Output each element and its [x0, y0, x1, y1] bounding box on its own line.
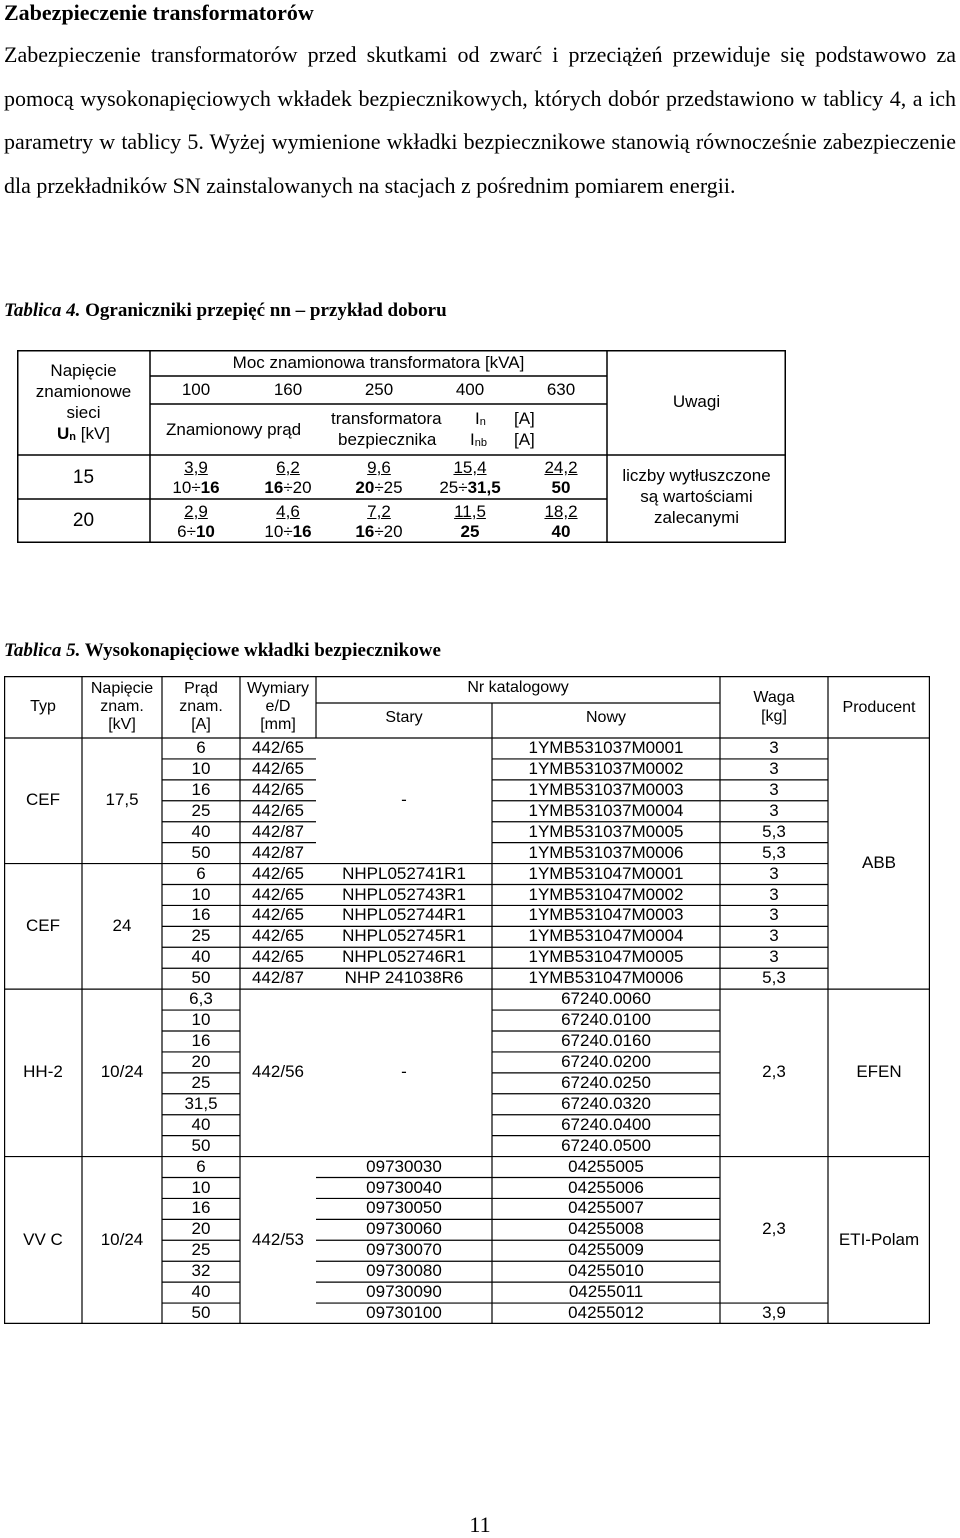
- t4-voltage-header-l4: [17, 424, 150, 447]
- t4-inb-symbol: [470, 430, 487, 453]
- t5-voltage-cell: 24: [112, 915, 132, 935]
- t5-old-catalog-cell: NHPL052745R1: [342, 926, 466, 946]
- t5-dim-cell: 442/87: [252, 821, 304, 841]
- t5-current-cell: 40: [191, 947, 211, 967]
- t5-current-cell: 20: [191, 1051, 211, 1071]
- t5-current-header-l3: [A]: [191, 716, 211, 733]
- t5-dim-merged: 442/56: [252, 1062, 304, 1082]
- t4-fuse-range-part-b: 10: [195, 522, 215, 541]
- t5-new-catalog-cell: 04255012: [568, 1303, 644, 1323]
- t4-in-value: 4,6: [276, 502, 300, 521]
- t5-current-cell: 10: [191, 1177, 211, 1197]
- t4-in-value: 3,9: [184, 458, 208, 477]
- t5-old-catalog-cell: 09730070: [366, 1240, 442, 1260]
- t4-fuse-range-part-a: 10÷: [264, 522, 293, 541]
- t5-producer-header: Producent: [842, 699, 916, 716]
- t5-new-catalog-cell: 04255008: [568, 1219, 644, 1239]
- t4-fuse-range: [433, 478, 507, 498]
- t5-typ-header: Typ: [30, 698, 56, 715]
- t4-unit-a2: [A]: [514, 430, 535, 449]
- t5-dim-cell: 442/87: [252, 968, 304, 988]
- t5-current-cell: 10: [191, 884, 211, 904]
- t5-current-cell: 25: [191, 926, 211, 946]
- t4-fuse-range: [342, 478, 416, 498]
- t5-weight-header-l2: [kg]: [761, 708, 787, 725]
- t5-new-catalog-cell: 1YMB531037M0001: [528, 738, 684, 758]
- t4-power-250: 250: [364, 380, 394, 399]
- t5-producer-cell: EFEN: [856, 1062, 902, 1082]
- t4-in-value: 7,2: [367, 502, 391, 521]
- t4-fuse-range-part-a: 6÷: [177, 522, 196, 541]
- t5-weight-merged: 2,3: [762, 1219, 786, 1239]
- t4-fuse-range-part-b: 16: [200, 478, 220, 497]
- t4-transformer-label: transformatora: [331, 409, 442, 428]
- t5-dim-header-l3: [mm]: [260, 716, 296, 733]
- t5-new-catalog-cell: 1YMB531037M0004: [528, 800, 684, 820]
- t5-current-cell: 50: [191, 842, 211, 862]
- t4-fuse-range-part-a: 20: [355, 478, 375, 497]
- t4-in-value: 6,2: [276, 458, 300, 477]
- t5-type-cell: HH-2: [23, 1062, 63, 1082]
- t4-in-value: 11,5: [454, 502, 486, 521]
- table5-caption-text: Wysokonapięciowe wkładki bezpiecznikowe: [84, 640, 441, 661]
- t5-dim-header-l1: Wymiary: [246, 680, 310, 697]
- t5-current-cell: 32: [191, 1261, 211, 1281]
- t5-dim-cell: 442/65: [252, 926, 304, 946]
- t4-fuse-range-part-a: 16: [264, 478, 284, 497]
- t5-current-cell: 40: [191, 1114, 211, 1134]
- t5-old-catalog-cell: 09730090: [366, 1282, 442, 1302]
- t5-new-catalog-cell: 1YMB531047M0006: [528, 968, 684, 988]
- t4-note-l2: są wartościami: [640, 487, 753, 506]
- t5-weight-cell: 5,3: [762, 968, 786, 988]
- t5-weight-cell: 3: [769, 758, 779, 778]
- t5-new-catalog-cell: 1YMB531037M0005: [528, 821, 684, 841]
- t5-producer-cell: ETI-Polam: [838, 1229, 920, 1249]
- t5-current-cell: 31,5: [184, 1093, 218, 1113]
- t4-fuse-label: bezpiecznika: [338, 430, 437, 449]
- t5-current-cell: 50: [191, 1303, 211, 1323]
- t5-current-cell: 25: [191, 1240, 211, 1260]
- t4-in-subscript: n: [479, 416, 486, 428]
- table4-caption-label: Tablica 4.: [4, 300, 81, 321]
- t5-weight-merged: 2,3: [762, 1062, 786, 1082]
- t4-fuse-range: [342, 522, 416, 542]
- t5-current-cell: 6: [196, 1156, 206, 1176]
- t5-dim-cell: 442/65: [252, 947, 304, 967]
- t5-current-cell: 25: [191, 800, 211, 820]
- t4-row1-voltage: 15: [72, 467, 95, 488]
- t4-fuse-range-part-b: ÷20: [283, 478, 312, 497]
- t4-unit-a1: [A]: [514, 409, 535, 428]
- t5-new-catalog-cell: 67240.0500: [561, 1135, 651, 1155]
- t5-new-catalog-cell: 04255010: [568, 1261, 644, 1281]
- t4-in-value: 15,4: [453, 458, 487, 477]
- t5-current-header-l1: Prąd: [184, 680, 218, 697]
- t5-current-cell: 10: [191, 1010, 211, 1030]
- t5-dim-cell: 442/65: [252, 884, 304, 904]
- t5-new-catalog-cell: 1YMB531037M0002: [528, 758, 684, 778]
- t4-note-l3: zalecanymi: [653, 508, 740, 527]
- t5-weight-header-l1: Waga: [753, 689, 795, 706]
- t4-fuse-range-part-b: ÷20: [374, 522, 403, 541]
- t4-voltage-header-l2: znamionowe: [35, 382, 132, 401]
- t4-inb-letter: I: [470, 430, 475, 449]
- t4-in-letter: I: [475, 409, 480, 428]
- t5-current-cell: 50: [191, 968, 211, 988]
- t4-fuse-range-part-a: 10÷: [172, 478, 201, 497]
- table4-caption-text: Ograniczniki przepięć nn – przykład doboru: [85, 300, 447, 321]
- t4-in-value: 18,2: [544, 502, 578, 521]
- t5-weight-cell: 3: [769, 779, 779, 799]
- t4-fuse-range-part-b: 25: [460, 522, 480, 541]
- t5-current-cell: 40: [191, 821, 211, 841]
- t4-inb-subscript: nb: [474, 437, 487, 449]
- t5-old-catalog-cell: 09730030: [366, 1156, 442, 1176]
- t5-current-cell: 6: [196, 863, 206, 883]
- t5-catalog-header: Nr katalogowy: [467, 679, 569, 696]
- t5-new-catalog-cell: 1YMB531047M0005: [528, 947, 684, 967]
- table4-caption: [4, 300, 447, 322]
- t5-new-catalog-cell: 67240.0250: [561, 1072, 651, 1092]
- body-paragraph: Zabezpieczenie transformatorów przed skutkami od zwarć i przeciążeń przewiduje się podstawowo za pomocą wysokonapięciowych wkładek bezpiecznikowych, których dobór przedstawiono w tablicy 4, a ich parametry w tablicy 5. Wyżej wymienione wkładki bezpiecznikowe stanowią równocześnie zabezpieczenie dla przekładników SN zainstalowanych na stacjach z pośrednim pomiarem energii.: [4, 42, 956, 198]
- t5-dim-cell: 442/65: [252, 758, 304, 778]
- t5-old-catalog-cell: NHPL052741R1: [342, 863, 466, 883]
- t5-voltage-cell: 10/24: [100, 1229, 144, 1249]
- t4-in-value: 24,2: [544, 458, 578, 477]
- t4-fuse-range: [159, 478, 233, 498]
- t5-type-cell: CEF: [26, 915, 60, 935]
- t5-weight-cell: 3: [769, 863, 779, 883]
- t5-new-catalog-cell: 04255005: [568, 1156, 644, 1176]
- t5-voltage-header-l3: [kV]: [108, 716, 136, 733]
- t5-weight-cell: 3: [769, 905, 779, 925]
- t5-current-cell: 40: [191, 1282, 211, 1302]
- t5-weight-cell: 3: [769, 884, 779, 904]
- t5-current-cell: 20: [191, 1219, 211, 1239]
- t4-power-630: 630: [546, 380, 576, 399]
- t5-dim-cell: 442/87: [252, 842, 304, 862]
- t5-dim-cell: 442/65: [252, 779, 304, 799]
- t5-current-cell: 16: [191, 905, 211, 925]
- table4: [17, 350, 786, 543]
- t4-power-400: 400: [455, 380, 485, 399]
- t5-new-header: Nowy: [585, 709, 626, 726]
- t5-current-cell: 16: [191, 779, 211, 799]
- t5-new-catalog-cell: 67240.0200: [561, 1051, 651, 1071]
- t5-old-catalog-dash: -: [401, 1062, 407, 1082]
- t4-fuse-range-part-a: 16: [355, 522, 375, 541]
- t5-new-catalog-cell: 67240.0160: [561, 1031, 651, 1051]
- t5-old-catalog-dash: -: [401, 790, 407, 810]
- t5-old-catalog-cell: 09730050: [366, 1198, 442, 1218]
- t4-power-160: 160: [273, 380, 303, 399]
- t4-fuse-range-part-b: ÷25: [374, 478, 403, 497]
- t5-type-cell: VV C: [23, 1229, 63, 1249]
- t4-in-symbol: [475, 409, 486, 432]
- t5-dim-cell: 442/65: [252, 863, 304, 883]
- t5-dim-cell: 442/65: [252, 800, 304, 820]
- t4-fuse-range-part-b: 16: [292, 522, 312, 541]
- t5-new-catalog-cell: 1YMB531047M0004: [528, 926, 684, 946]
- t5-current-cell: 25: [191, 1072, 211, 1092]
- t5-old-catalog-cell: NHPL052744R1: [342, 905, 466, 925]
- t4-fuse-range: [433, 522, 507, 542]
- t5-new-catalog-cell: 04255011: [568, 1282, 644, 1302]
- t4-note-l1: liczby wytłuszczone: [622, 466, 771, 485]
- table5-caption-label: Tablica 5.: [4, 640, 81, 661]
- t5-weight-cell: 3: [769, 738, 779, 758]
- t5-new-catalog-cell: 1YMB531047M0002: [528, 884, 684, 904]
- t5-old-header: Stary: [385, 709, 423, 726]
- t5-current-cell: 16: [191, 1031, 211, 1051]
- page-number: 11: [469, 1512, 491, 1537]
- section-heading: Zabezpieczenie transformatorów: [4, 0, 314, 25]
- t5-new-catalog-cell: 1YMB531037M0003: [528, 779, 684, 799]
- t5-dim-cell: 442/65: [252, 905, 304, 925]
- t5-old-catalog-cell: 09730100: [366, 1303, 442, 1323]
- t5-weight-cell: 3: [769, 947, 779, 967]
- t5-weight-cell: 3,9: [762, 1303, 786, 1323]
- t5-old-catalog-cell: NHP 241038R6: [344, 968, 464, 988]
- t5-current-cell: 10: [191, 758, 211, 778]
- t4-fuse-range-part-b: 50: [551, 478, 571, 497]
- t5-voltage-cell: 17,5: [105, 790, 139, 810]
- t4-fuse-range: [524, 522, 598, 542]
- t5-weight-cell: 3: [769, 800, 779, 820]
- t4-fuse-range: [251, 478, 325, 498]
- t5-old-catalog-cell: 09730060: [366, 1219, 442, 1239]
- t5-new-catalog-cell: 67240.0100: [561, 1010, 651, 1030]
- t5-producer-cell: ABB: [861, 853, 897, 873]
- t5-current-cell: 6,3: [189, 989, 213, 1009]
- t5-voltage-cell: 10/24: [100, 1062, 144, 1082]
- t4-fuse-range-part-a: 25÷: [439, 478, 468, 497]
- t5-voltage-header-l1: Napięcie: [90, 680, 154, 697]
- t5-weight-cell: 5,3: [762, 842, 786, 862]
- t5-weight-cell: 5,3: [762, 821, 786, 841]
- t5-new-catalog-cell: 04255006: [568, 1177, 644, 1197]
- t4-fuse-range: [251, 522, 325, 542]
- t5-new-catalog-cell: 67240.0060: [561, 989, 651, 1009]
- t4-remarks-header: Uwagi: [672, 392, 721, 411]
- t4-voltage-subscript: n: [69, 431, 76, 443]
- t4-row2-voltage: 20: [72, 510, 95, 531]
- t5-new-catalog-cell: 67240.0320: [561, 1093, 651, 1113]
- t5-current-header-l2: znam.: [179, 698, 223, 715]
- t5-dim-header-l2: e/D: [265, 698, 291, 715]
- t5-weight-cell: 3: [769, 926, 779, 946]
- t4-voltage-header-l3: sieci: [66, 403, 101, 422]
- t4-in-value: 2,9: [184, 502, 208, 521]
- t4-voltage-unit: [kV]: [80, 424, 111, 443]
- t5-current-cell: 6: [196, 738, 206, 758]
- t4-fuse-range: [524, 478, 598, 498]
- t5-type-cell: CEF: [26, 790, 60, 810]
- table5: [4, 676, 930, 1324]
- t5-current-cell: 50: [191, 1135, 211, 1155]
- t5-voltage-header-l2: znam.: [100, 698, 144, 715]
- t5-new-catalog-cell: 1YMB531047M0003: [528, 905, 684, 925]
- t5-old-catalog-cell: 09730080: [366, 1261, 442, 1281]
- t5-new-catalog-cell: 04255009: [568, 1240, 644, 1260]
- t5-new-catalog-cell: 1YMB531037M0006: [528, 842, 684, 862]
- t5-new-catalog-cell: 1YMB531047M0001: [528, 863, 684, 883]
- t5-old-catalog-cell: NHPL052746R1: [342, 947, 466, 967]
- t4-voltage-header-l1: Napięcie: [50, 361, 117, 380]
- t4-power-title: Moc znamionowa transformatora [kVA]: [232, 353, 525, 372]
- t4-fuse-range-part-b: 40: [551, 522, 571, 541]
- t4-voltage-symbol: U: [56, 424, 70, 443]
- t5-dim-cell: 442/65: [252, 738, 304, 758]
- table5-caption: [4, 640, 441, 662]
- t5-new-catalog-cell: 04255007: [568, 1198, 644, 1218]
- t4-power-100: 100: [181, 380, 211, 399]
- t4-rated-current-label: Znamionowy prąd: [166, 420, 302, 439]
- t5-old-catalog-cell: 09730040: [366, 1177, 442, 1197]
- t4-in-value: 9,6: [367, 458, 391, 477]
- t5-dim-merged: 442/53: [252, 1229, 304, 1249]
- t4-fuse-range: [159, 522, 233, 542]
- t5-current-cell: 16: [191, 1198, 211, 1218]
- t5-old-catalog-cell: NHPL052743R1: [342, 884, 466, 904]
- t5-new-catalog-cell: 67240.0400: [561, 1114, 651, 1134]
- t4-fuse-range-part-b: 31,5: [467, 478, 501, 497]
